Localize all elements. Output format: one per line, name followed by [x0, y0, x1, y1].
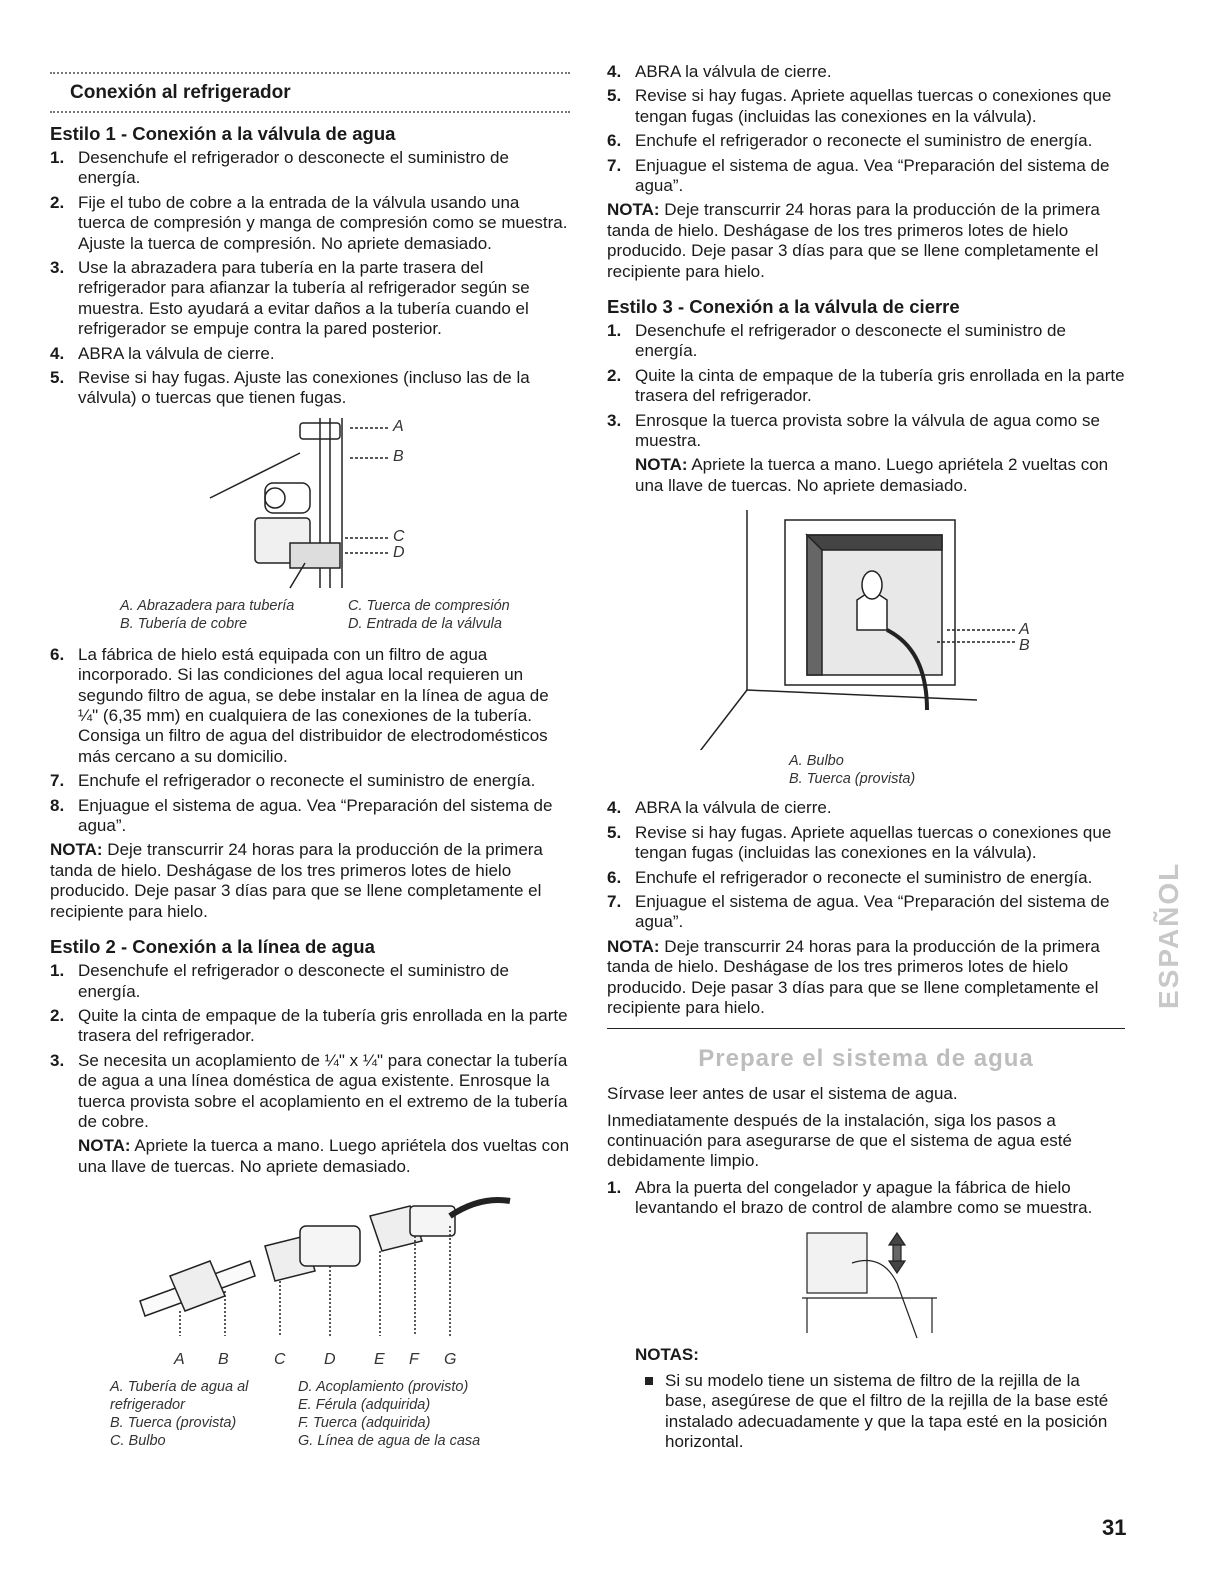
- side-tab-language: ESPAÑOL: [1153, 861, 1184, 1009]
- figure-label: B: [218, 1351, 229, 1369]
- section-dotted-rule: [50, 111, 570, 113]
- left-column: [50, 55, 570, 1451]
- figure-label: G: [444, 1351, 457, 1369]
- figure-label: F: [409, 1351, 419, 1369]
- caption: A. Bulbo: [789, 753, 844, 770]
- list-item: 8. Enjuague el sistema de agua. Vea “Preparación del sistema de agua”.: [50, 795, 553, 836]
- notas-heading: NOTAS:: [635, 1344, 699, 1364]
- style3-captions: [789, 752, 1125, 788]
- style1-note: NOTA: Deje transcurrir 24 horas para la producción de la primera tanda de hielo. Deshágase de los tres primeros lotes de hielo producido. Deje pasar 3 días para que se llene completamente el recipiente para hielo.: [50, 840, 543, 921]
- figure-label: A: [174, 1351, 185, 1369]
- list-item: Si su modelo tiene un sistema de filtro de la rejilla de la base, asegúrese de que el filtro de la rejilla de la base esté instalado adecuadamente y que la tapa esté en la posición horizontal.: [635, 1371, 1125, 1453]
- caption: E. Férula (adquirida): [298, 1397, 431, 1414]
- figure-label: A: [393, 417, 404, 435]
- coupling-illustration: [50, 1181, 570, 1346]
- caption: G. Línea de agua de la casa: [298, 1433, 481, 1450]
- caption: D. Entrada de la válvula: [348, 615, 502, 632]
- caption: F. Tuerca (adquirida): [298, 1415, 431, 1432]
- caption: D. Acoplamiento (provisto): [298, 1379, 469, 1396]
- style2-steps: [50, 961, 570, 1132]
- prepare-rule: [607, 1028, 1125, 1029]
- style2-note: NOTA: Apriete la tuerca a mano. Luego apriétela dos vueltas con una llave de tuercas. No apriete demasiado.: [78, 1136, 570, 1176]
- list-item: 5. Revise si hay fugas. Apriete aquellas tuercas o conexiones que tengan fugas (incluidas las conexiones en la válvula).: [607, 86, 1112, 126]
- list-item: 1. Desenchufe el refrigerador o desconecte el suministro de energía.: [50, 961, 509, 1001]
- list-item: 3. Use la abrazadera para tubería en la parte trasera del refrigerador para afianzar la tubería al refrigerador según se muestra. Esto ayudará a evitar daños a la tubería cuando el refrigerador se empuje contra la pared posterior.: [50, 257, 530, 339]
- figure-label: C: [274, 1351, 286, 1369]
- list-item: 4. ABRA la válvula de cierre.: [607, 798, 832, 818]
- list-item: 2. Quite la cinta de empaque de la tubería gris enrollada en la parte trasera del refrigerador.: [607, 365, 1125, 406]
- list-item: 2. Fije el tubo de cobre a la entrada de la válvula usando una tuerca de compresión y manga de compresión como se muestra. Ajuste la tuerca de compresión. No apriete demasiado.: [50, 192, 568, 253]
- caption: B. Tuerca (provista): [789, 771, 916, 788]
- figure-label: D: [324, 1351, 336, 1369]
- list-item: 4. ABRA la válvula de cierre.: [50, 343, 275, 363]
- top-dotted-rule: [50, 72, 570, 74]
- style1-steps-b: [50, 645, 570, 837]
- section-title: Conexión al refrigerador: [70, 82, 291, 103]
- coupling-labels: [50, 1350, 570, 1372]
- caption: A. Abrazadera para tubería: [120, 597, 295, 614]
- figure-label: B: [1019, 637, 1030, 655]
- notas-list: [635, 1371, 1125, 1453]
- icemaker-figure: [607, 1223, 1125, 1341]
- style1-cont-steps: [607, 62, 1125, 196]
- figure-label: E: [374, 1351, 385, 1369]
- right-column: [607, 62, 1125, 1452]
- style3-note-2: NOTA: Deje transcurrir 24 horas para la producción de la primera tanda de hielo. Deshágase de los tres primeros lotes de hielo producido. Deje pasar 3 días para que se llene completamente el recipiente para hielo.: [607, 936, 1100, 1017]
- style2-captions: [110, 1378, 570, 1451]
- list-item: 1. Abra la puerta del congelador y apague la fábrica de hielo levantando el brazo de control de alambre como se muestra.: [607, 1177, 1093, 1218]
- icemaker-illustration: [607, 1223, 1125, 1341]
- valve-figure: [50, 413, 570, 593]
- valve-illustration: [50, 413, 570, 593]
- style3-heading: Estilo 3 - Conexión a la válvula de cierre: [607, 295, 960, 317]
- list-item: 6. Enchufe el refrigerador o reconecte el suministro de energía.: [607, 131, 1093, 151]
- figure-label: A: [1019, 621, 1030, 639]
- list-item: 7. Enjuague el sistema de agua. Vea “Preparación del sistema de agua”.: [607, 155, 1110, 195]
- caption: C. Bulbo: [110, 1433, 166, 1450]
- shutoff-valve-figure: [607, 500, 1125, 750]
- prepare-title: Prepare el sistema de agua: [698, 1045, 1034, 1073]
- list-item: 6. Enchufe el refrigerador o reconecte el suministro de energía.: [607, 867, 1093, 887]
- style1-steps-a: [50, 148, 570, 409]
- list-item: 5. Revise si hay fugas. Ajuste las conexiones (incluso las de la válvula) o tuercas que tienen fugas.: [50, 367, 530, 408]
- caption: C. Tuerca de compresión: [348, 597, 510, 614]
- list-item: 7. Enjuague el sistema de agua. Vea “Preparación del sistema de agua”.: [607, 892, 1110, 932]
- style3-note: NOTA: Apriete la tuerca a mano. Luego apriétela 2 vueltas con una llave de tuercas. No apriete demasiado.: [635, 455, 1109, 495]
- list-item: 7. Enchufe el refrigerador o reconecte el suministro de energía.: [50, 771, 536, 791]
- caption: B. Tuerca (provista): [110, 1415, 237, 1432]
- figure-label: B: [393, 447, 404, 465]
- prepare-intro-2: Inmediatamente después de la instalación, siga los pasos a continuación para asegurarse de que el sistema de agua esté debidamente limpio.: [607, 1110, 1072, 1171]
- style3-steps-b: [607, 798, 1125, 932]
- figure-label: D: [393, 543, 405, 561]
- prepare-steps: [607, 1178, 1125, 1219]
- caption-col-left: [110, 1378, 280, 1451]
- style1-heading: Estilo 1 - Conexión a la válvula de agua: [50, 122, 396, 144]
- list-item: 5. Revise si hay fugas. Apriete aquellas tuercas o conexiones que tengan fugas (incluidas las conexiones en la válvula).: [607, 822, 1112, 863]
- style1-cont-note: NOTA: Deje transcurrir 24 horas para la producción de la primera tanda de hielo. Deshágase de los tres primeros lotes de hielo producido. Deje pasar 3 días para que se llene completamente el recipiente para hielo.: [607, 200, 1100, 281]
- list-item: 3. Enrosque la tuerca provista sobre la válvula de agua como se muestra.: [607, 410, 1100, 451]
- list-item: 6. La fábrica de hielo está equipada con un filtro de agua incorporado. Si las condiciones del agua local requieren un segundo filtro de agua, se debe instalar en la línea de agua de ¼" (6,35 mm) en cualquiera de las conexiones de la tubería. Consiga un filtro de agua del distribuidor de electrodomésticos más cercano a su domicilio.: [50, 644, 549, 766]
- prepare-intro-1: Sírvase leer antes de usar el sistema de agua.: [607, 1084, 958, 1104]
- list-item: 1. Desenchufe el refrigerador o desconecte el suministro de energía.: [607, 321, 1066, 361]
- style3-steps: [607, 321, 1125, 451]
- caption: B. Tubería de cobre: [120, 615, 248, 632]
- figure-label: C: [393, 527, 405, 545]
- caption: A. Tubería de agua al refrigerador: [110, 1379, 249, 1414]
- caption-col-right: [298, 1378, 538, 1451]
- coupling-figure: [50, 1181, 570, 1346]
- style2-heading: Estilo 2 - Conexión a la línea de agua: [50, 936, 375, 957]
- shutoff-valve-illustration: [607, 500, 1125, 750]
- list-item: 2. Quite la cinta de empaque de la tubería gris enrollada en la parte trasera del refrigerador.: [50, 1005, 568, 1046]
- list-item: 4. ABRA la válvula de cierre.: [607, 62, 832, 81]
- list-item: 3. Se necesita un acoplamiento de ¼" x ¼" para conectar la tubería de agua a una línea doméstica de agua existente. Enrosque la tuerca provista sobre el acoplamiento en el extremo de la tubería de cobre.: [50, 1050, 568, 1131]
- list-item: 1. Desenchufe el refrigerador o desconecte el suministro de energía.: [50, 147, 509, 188]
- style1-captions: [120, 597, 570, 633]
- page-number: 31: [1102, 1515, 1127, 1540]
